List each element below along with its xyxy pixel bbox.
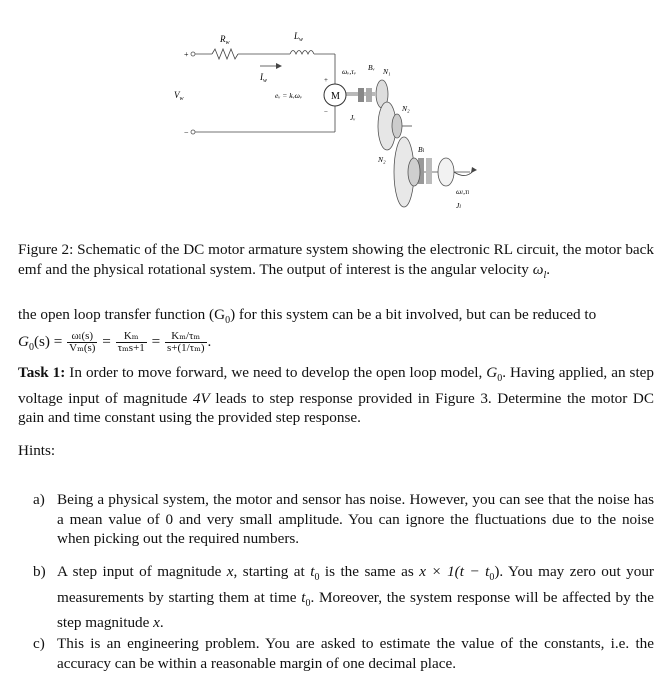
fraction-km-over-tau: $\frac{\text{Kₘ}}{\text{τₘs+1}}$ bbox=[117, 329, 145, 354]
terminal-positive bbox=[191, 52, 195, 56]
label-current: $I_w$ bbox=[260, 72, 268, 84]
load-rotation-arrow bbox=[454, 170, 474, 176]
label-voltage: $V_w$ bbox=[174, 90, 184, 102]
motor-label: M bbox=[331, 91, 340, 102]
label-omega-tau-load: ωₗ,τₗ bbox=[456, 187, 470, 196]
figure-caption: Figure 2: Schematic of the DC motor armature system showing the electronic RL circuit, the motor back emf and the physical rotational system. The output of interest is the angular velocity $\omega_l$. bbox=[18, 241, 654, 281]
load-inertia bbox=[438, 158, 454, 186]
label-plus-terminal: + bbox=[184, 50, 189, 59]
task-paragraph: Task 1: In order to move forward, we need to develop the open loop model, $G_0$. Having applied, an step voltage input of magnitude 4V leads to step response provided in Figure 3. Determine the motor DC gain and time constant using the provided step response. bbox=[18, 364, 654, 427]
motor-bearing bbox=[358, 88, 364, 102]
transfer-function-paragraph: the open loop transfer function $(G_0)$ for this system can be a bit involved, but can be reduced to $G_0(s)$ = $\frac{\text{ωₗ(s)}}{\text{Vₘ(s)}}$ = $\frac{\text{Kₘ}}{\text{τₘs+1}}$ = $\frac{\text{Kₘ/τₘ}}{\text{s+(1/τₘ)}}$ . bbox=[18, 306, 597, 354]
gear-n2-small bbox=[392, 114, 402, 138]
label-minus-motor: − bbox=[324, 108, 328, 116]
label-n1: N₁ bbox=[383, 67, 391, 76]
fraction-omega-over-v: $\frac{\text{ωₗ(s)}}{\text{Vₘ(s)}}$ bbox=[69, 329, 96, 354]
label-minus-terminal: − bbox=[184, 128, 189, 137]
hint-item-a: a) Being a physical system, the motor and sensor has noise. However, you can see that the noise has a mean value of 0 and very small amplitude. You can ignore the fluctuations due to the noise when picking out the required numbers. bbox=[33, 491, 654, 547]
label-inertia-motor: Jᵥ bbox=[350, 113, 356, 122]
hint-item-b: b) A step input of magnitude x, starting at $t_0$ is the same as $x \times 1(t - t_0)$. You may zero out your measurements by starting them at time $t_0$. Moreover, the system response will be affected by the step magnitude x. bbox=[33, 563, 654, 632]
terminal-negative bbox=[191, 130, 195, 134]
transfer-function-equation: $G_0(s)$ = $\frac{\text{ωₗ(s)}}{\text{Vₘ(s)}}$ = $\frac{\text{Kₘ}}{\text{τₘs+1}}$ = $\frac{\text{Kₘ/τₘ}}{\text{s+(1/τₘ)}}$ . bbox=[18, 329, 212, 354]
label-back-emf: eᵥ = kᵥωᵥ bbox=[275, 91, 303, 100]
label-plus-motor: + bbox=[324, 76, 328, 84]
hint-item-c: c) This is an engineering problem. You are asked to estimate the value of the constants, i.e. the accuracy can be within a reasonable margin of one decimal place. bbox=[33, 635, 654, 672]
fraction-pole-form: $\frac{\text{Kₘ/τₘ}}{\text{s+(1/τₘ)}}$ bbox=[166, 329, 205, 354]
dc-motor-schematic bbox=[150, 22, 510, 232]
label-n2-top: N₂ bbox=[402, 104, 410, 113]
label-damping-motor: Bᵥ bbox=[368, 63, 375, 72]
label-damping-load: Bₗ bbox=[418, 145, 425, 154]
task-label: Task 1: bbox=[18, 364, 66, 381]
label-inertia-load: Jₗ bbox=[456, 201, 462, 210]
label-resistor: $R_w$ bbox=[220, 34, 230, 46]
hints-title: Hints: bbox=[18, 442, 56, 459]
label-n2-bottom: N₂ bbox=[378, 155, 386, 164]
label-inductor: $L_w$ bbox=[294, 31, 304, 43]
label-omega-tau-motor: ωᵥ,τᵥ bbox=[342, 67, 357, 76]
